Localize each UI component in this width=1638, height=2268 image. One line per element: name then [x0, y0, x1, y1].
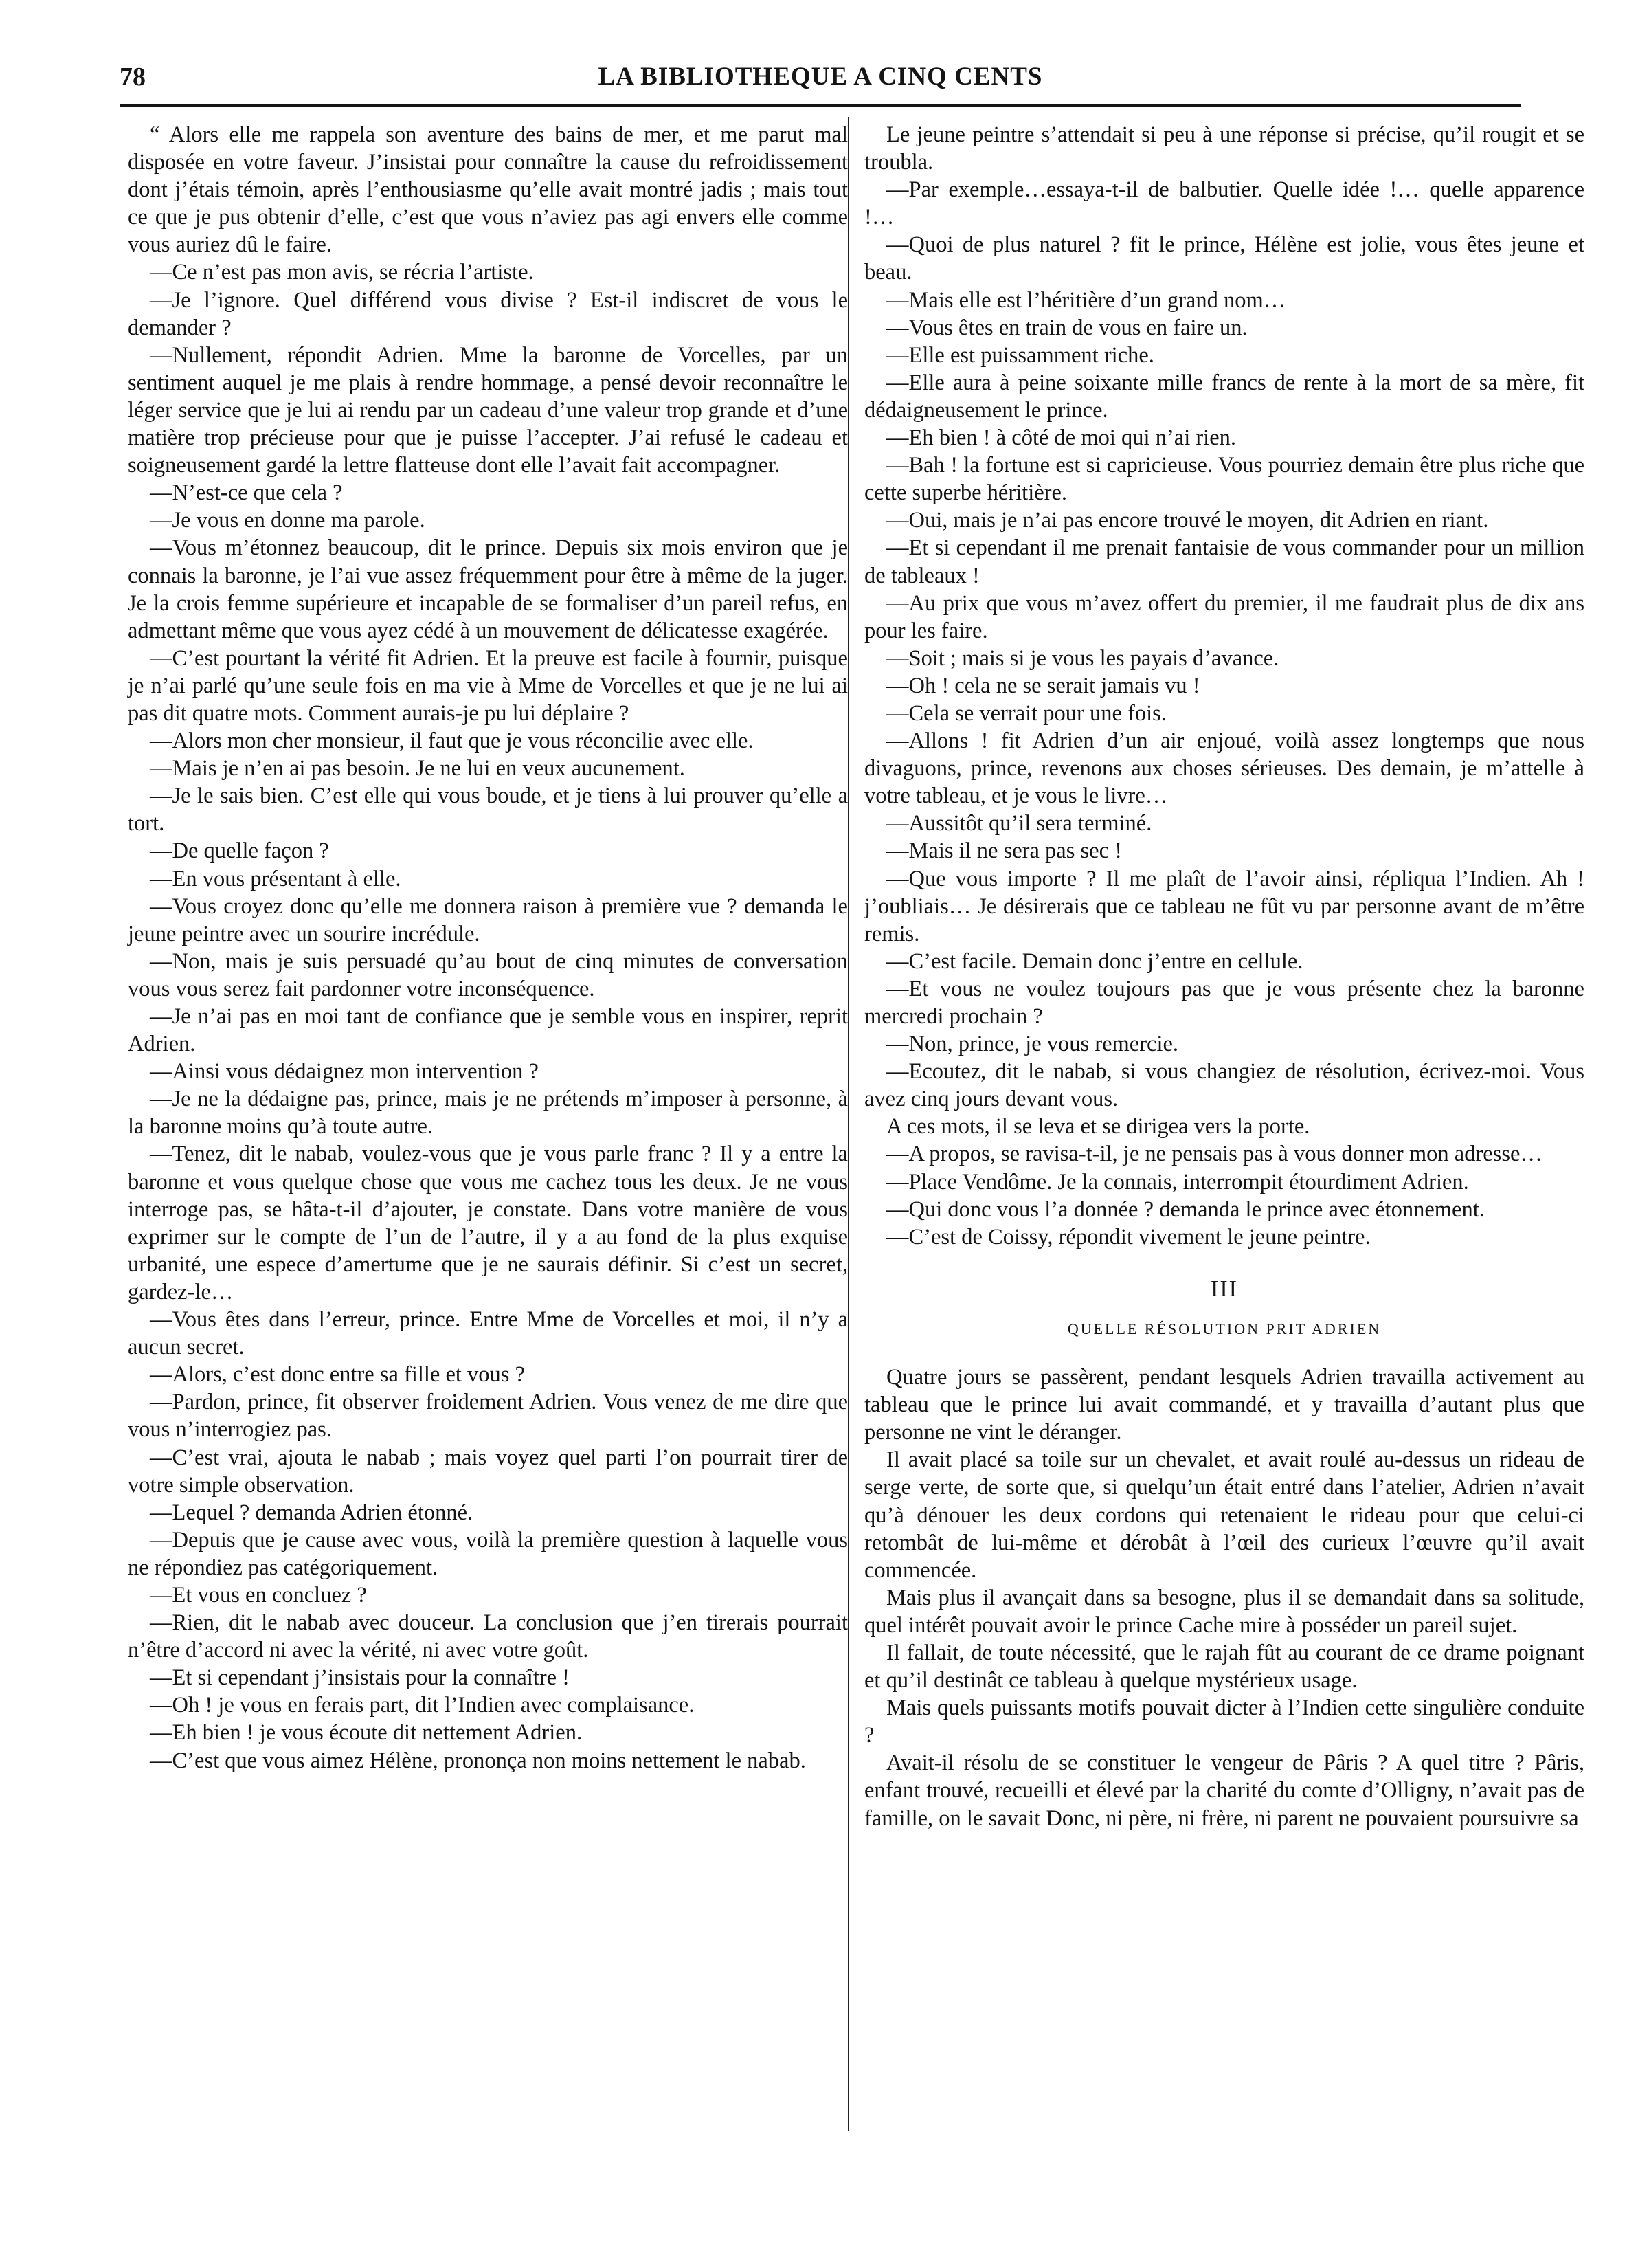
paragraph: —Quoi de plus naturel ? fit le prince, Hélène est jolie, vous êtes jeune et beau.: [864, 232, 1584, 285]
paragraph: Mais plus il avançait dans sa besogne, plus il se demandait dans sa solitude, quel intérêt pouvait avoir le prince Cache mire à posséder un pareil sujet.: [864, 1585, 1584, 1638]
paragraph: —Tenez, dit le nabab, voulez-vous que je vous parle franc ? Il y a entre la baronne et vous quelque chose que vous me cachez tous les deux. Je ne vous interroge pas, se hâta-t-il d’ajouter, je constate. Dans votre manière de vous exprimer sur le compte de l’un de l’autre, il y a au fond de la plus exquise urbanité, une espece d’amertume que je ne saurais définir. Si c’est un secret, gardez-le…: [128, 1142, 848, 1304]
header-rule: [120, 104, 1521, 107]
chapter-title: QUELLE RÉSOLUTION PRIT ADRIEN: [1067, 1320, 1382, 1337]
paragraph: —Place Vendôme. Je la connais, interrompit étourdiment Adrien.: [886, 1169, 1469, 1194]
paragraph: —Je ne la dédaigne pas, prince, mais je ne prétends m’imposer à personne, à la baronne moins qu’à toute autre.: [128, 1087, 848, 1139]
paragraph: Quatre jours se passèrent, pendant lesquels Adrien travailla activement au tableau que le prince lui avait commandé, et y travailla d’autant plus que personne ne vint le déranger.: [864, 1365, 1584, 1445]
paragraph: —Eh bien ! à côté de moi qui n’ai rien.: [886, 425, 1237, 451]
paragraph: Mais quels puissants motifs pouvait dicter à l’Indien cette singulière conduite ?: [864, 1696, 1584, 1748]
paragraph: —Cela se verrait pour une fois.: [886, 700, 1167, 726]
paragraph: —Nullement, répondit Adrien. Mme la baronne de Vorcelles, par un sentiment auquel je me plais à rendre hommage, a pensé devoir reconnaître le léger service que je lui ai rendu par un cadeau d’une valeur trop grande et d’une matière trop précieuse pour que je puisse l’accepter. J’ai refusé le cadeau et soigneusement gardé la lettre flatteuse dont elle l’avait fait accompagner.: [128, 342, 848, 478]
chapter-number: III: [1211, 1276, 1238, 1302]
paragraph: —Pardon, prince, fit observer froidement Adrien. Vous venez de me dire que vous n’interrogiez pas.: [128, 1390, 848, 1443]
paragraph: —Je l’ignore. Quel différend vous divise ? Est-il indiscret de vous le demander ?: [128, 287, 848, 340]
paragraph: —Alors, c’est donc entre sa fille et vous ?: [150, 1362, 526, 1388]
paragraph: —Oui, mais je n’ai pas encore trouvé le moyen, dit Adrien en riant.: [886, 508, 1489, 533]
paragraph: —Eh bien ! je vous écoute dit nettement Adrien.: [150, 1720, 583, 1746]
paragraph: —Elle est puissamment riche.: [886, 342, 1154, 368]
paragraph: —Et si cependant il me prenait fantaisie de vous commander pour un million de tableaux !: [864, 535, 1584, 588]
paragraph: —Je n’ai pas en moi tant de confiance que je semble vous en inspirer, reprit Adrien.: [128, 1004, 848, 1057]
paragraph: —Vous êtes dans l’erreur, prince. Entre Mme de Vorcelles et moi, il n’y a aucun secret.: [128, 1307, 848, 1360]
paragraph: A ces mots, il se leva et se dirigea vers la porte.: [886, 1114, 1310, 1139]
paragraph: Le jeune peintre s’attendait si peu à une réponse si précise, qu’il rougit et se troubla.: [864, 122, 1584, 175]
paragraph: —Vous croyez donc qu’elle me donnera raison à première vue ? demanda le jeune peintre avec un sourire incrédule.: [128, 893, 848, 946]
chapter-text: [864, 1364, 1584, 1832]
paragraph: Il fallait, de toute nécessité, que le rajah fût au courant de ce drame poignant et qu’il destinât ce tableau à quelque mystérieux usage.: [864, 1640, 1584, 1693]
paragraph: —Aussitôt qu’il sera terminé.: [886, 811, 1152, 836]
paragraph: —Bah ! la fortune est si capricieuse. Vous pourriez demain être plus riche que cette superbe héritière.: [864, 453, 1584, 506]
paragraph: —Vous êtes en train de vous en faire un.: [886, 315, 1248, 340]
paragraph: —Au prix que vous m’avez offert du premier, il me faudrait plus de dix ans pour les faire.: [864, 590, 1584, 643]
paragraph: —Non, mais je suis persuadé qu’au bout de cinq minutes de conversation vous vous serez fait pardonner votre inconséquence.: [128, 948, 848, 1001]
paragraph: —Et si cependant j’insistais pour la connaître !: [150, 1665, 570, 1691]
paragraph: “ Alors elle me rappela son aventure des bains de mer, et me parut mal disposée en votre faveur. J’insistai pour connaître la cause du refroidissement dont j’étais témoin, après l’enthousiasme qu’elle avait montré jadis ; mais tout ce que je pus obtenir d’elle, c’est que vous n’aviez pas agi envers elle comme vous auriez dû le faire.: [128, 122, 848, 258]
paragraph: —Je vous en donne ma parole.: [150, 508, 425, 533]
paragraph: —Mais je n’en ai pas besoin. Je ne lui en veux aucunement.: [150, 756, 685, 781]
paragraph: —Rien, dit le nabab avec douceur. La conclusion que j’en tirerais pourrait n’être d’accord ni avec la vérité, ni avec votre goût.: [128, 1610, 848, 1663]
paragraph: Avait-il résolu de se constituer le vengeur de Pâris ? A quel titre ? Pâris, enfant trouvé, recueilli et élevé par la charité du comte d’Olligny, n’avait pas de famille, on le savait Donc, ni père, ni frère, ni parent ne pouvaient poursuivre sa: [864, 1750, 1584, 1831]
paragraph: —Elle aura à peine soixante mille francs de rente à la mort de sa mère, fit dédaigneusement le prince.: [864, 370, 1584, 423]
paragraph: —En vous présentant à elle.: [150, 866, 401, 891]
paragraph: —Oh ! cela ne se serait jamais vu !: [886, 673, 1200, 698]
column-rule: [848, 117, 849, 2131]
right-column: [864, 121, 1584, 1832]
paragraph: —Mais il ne sera pas sec !: [886, 838, 1122, 864]
page-number: 78: [120, 63, 146, 91]
right-column-text: [864, 121, 1584, 1251]
paragraph: —Oh ! je vous en ferais part, dit l’Indien avec complaisance.: [150, 1693, 695, 1718]
paragraph: —De quelle façon ?: [150, 838, 329, 864]
paragraph: —A propos, se ravisa-t-il, je ne pensais pas à vous donner mon adresse…: [886, 1142, 1542, 1167]
paragraph: —Par exemple…essaya-t-il de balbutier. Quelle idée !… quelle apparence !…: [864, 177, 1584, 230]
paragraph: —Non, prince, je vous remercie.: [886, 1032, 1179, 1057]
paragraph: —Mais elle est l’héritière d’un grand nom…: [886, 287, 1286, 313]
paragraph: —Qui donc vous l’a donnée ? demanda le prince avec étonnement.: [886, 1197, 1485, 1222]
paragraph: —Soit ; mais si je vous les payais d’avance.: [886, 645, 1279, 671]
paragraph: —C’est vrai, ajouta le nabab ; mais voyez quel parti l’on pourrait tirer de votre simple observation.: [128, 1445, 848, 1498]
paragraph: —Alors mon cher monsieur, il faut que je vous réconcilie avec elle.: [150, 729, 754, 754]
paragraph: —C’est pourtant la vérité fit Adrien. Et la preuve est facile à fournir, puisque je n’ai parlé qu’une seule fois en ma vie à Mme de Vorcelles et que je ne lui ai pas dit quatre mots. Comment aurais-je pu lui déplaire ?: [128, 645, 848, 726]
paragraph: —Allons ! fit Adrien d’un air enjoué, voilà assez longtemps que nous divaguons, prince, revenons aux choses sérieuses. Des demain, je m’attelle à votre tableau, et je vous le livre…: [864, 729, 1584, 809]
paragraph: —N’est-ce que cela ?: [150, 480, 343, 506]
paragraph: —C’est que vous aimez Hélène, prononça non moins nettement le nabab.: [150, 1748, 806, 1773]
paragraph: —Ce n’est pas mon avis, se récria l’artiste.: [150, 260, 534, 285]
paragraph: —Et vous ne voulez toujours pas que je vous présente chez la baronne mercredi prochain ?: [864, 976, 1584, 1029]
paragraph: —Que vous importe ? Il me plaît de l’avoir ainsi, répliqua l’Indien. Ah ! j’oubliais… Je désirerais que ce tableau ne fût vu par personne avant de m’être remis.: [864, 866, 1584, 946]
paragraph: —Je le sais bien. C’est elle qui vous boude, et je tiens à lui prouver qu’elle a tort.: [128, 783, 848, 836]
paragraph: —C’est de Coissy, répondit vivement le jeune peintre.: [886, 1224, 1371, 1249]
running-title: LA BIBLIOTHEQUE A CINQ CENTS: [598, 63, 1043, 91]
page-header: [120, 62, 1521, 103]
paragraph: Il avait placé sa toile sur un chevalet, et avait roulé au-dessus un rideau de serge verte, de sorte que, si quelqu’un était entré dans l’atelier, Adrien n’avait qu’à dénouer les deux cordons qui retenaient le rideau pour que celui-ci retombât de lui-même et dérobât à l’œil des curieux l’œuvre qu’il avait commencée.: [864, 1447, 1584, 1583]
paragraph: —Ecoutez, dit le nabab, si vous changiez de résolution, écrivez-moi. Vous avez cinq jours devant vous.: [864, 1059, 1584, 1112]
paragraph: —Vous m’étonnez beaucoup, dit le prince. Depuis six mois environ que je connais la baronne, je l’ai vue assez fréquemment pour être à même de la juger. Je la crois femme supérieure et incapable de se formaliser d’un pareil refus, en admettant même que vous ayez cédé à un mouvement de délicatesse exagérée.: [128, 535, 848, 643]
paragraph: —C’est facile. Demain donc j’entre en cellule.: [886, 948, 1303, 974]
left-column: [128, 121, 848, 1775]
paragraph: —Ainsi vous dédaignez mon intervention ?: [150, 1059, 539, 1085]
paragraph: —Et vous en concluez ?: [150, 1582, 367, 1608]
paragraph: —Depuis que je cause avec vous, voilà la première question à laquelle vous ne répondiez pas catégoriquement.: [128, 1527, 848, 1580]
paragraph: —Lequel ? demanda Adrien étonné.: [150, 1500, 473, 1525]
